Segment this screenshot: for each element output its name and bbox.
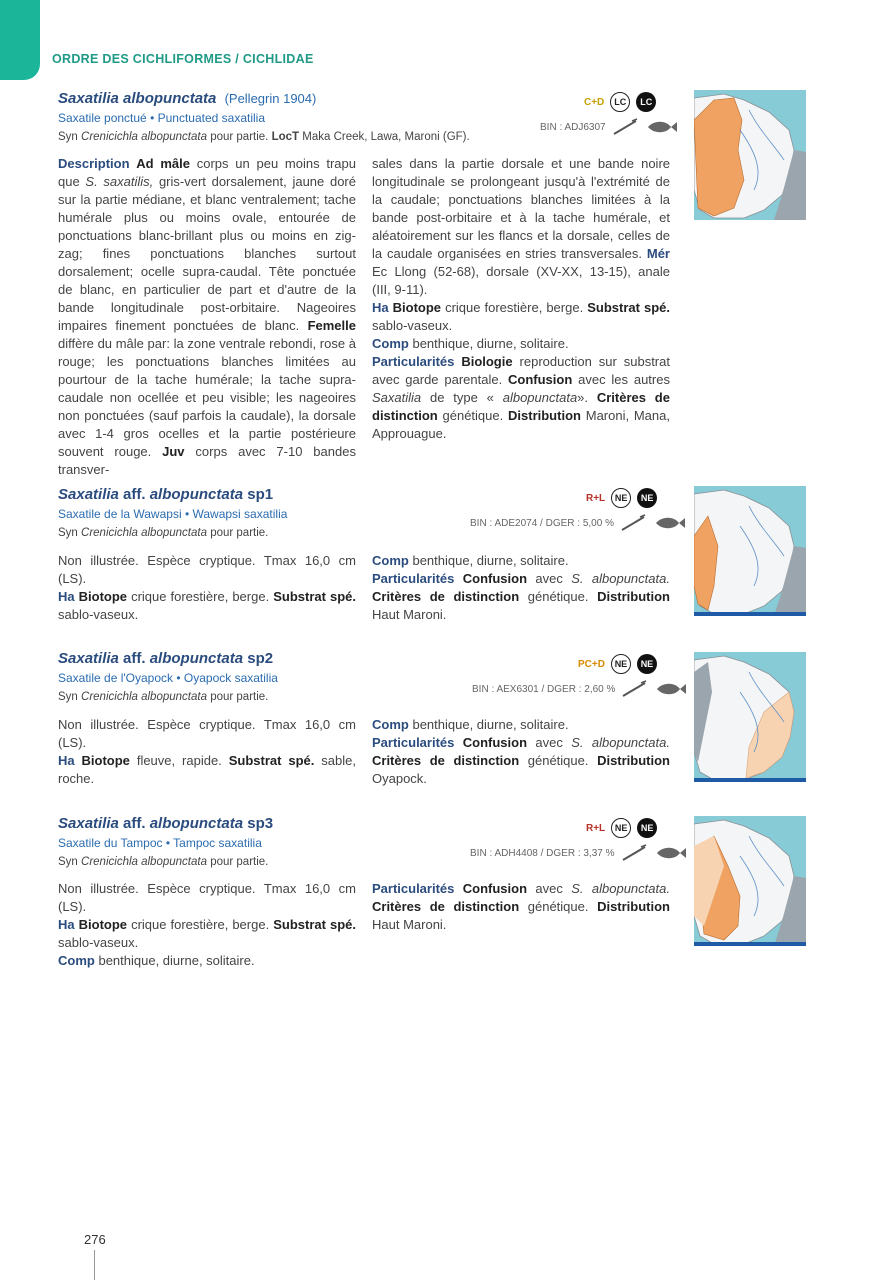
syn-suffix: pour partie.	[210, 131, 269, 143]
hook-icon	[620, 514, 648, 532]
criteria-label: Critères de distinction	[372, 899, 520, 914]
entry3-columns	[58, 716, 670, 788]
status-badge-outline: LC	[610, 92, 630, 112]
desc-text: corps avec 7-10 bandes transver-	[58, 444, 356, 477]
aff-label: aff.	[123, 815, 146, 832]
common-name: Saxatile ponctué • Punctuated saxatilia	[58, 111, 265, 125]
status-badge-outline: NE	[611, 488, 631, 508]
syn-suffix: pour partie.	[210, 856, 269, 868]
confusion-species: S. albopunctata.	[571, 735, 670, 750]
bin-line	[470, 844, 687, 862]
confusion-text: avec les autres	[578, 372, 670, 387]
species-name: albopunctata	[149, 486, 244, 503]
status-badge-filled: NE	[637, 818, 657, 838]
genus-name: Saxatilia	[58, 815, 119, 832]
habitat-label: Ha	[58, 589, 75, 604]
abundance-code: C+D	[584, 96, 605, 108]
desc-text: sales dans la partie dorsale et une bande noire longitudinale se prolongeant jusqu'à l'extrémité de la caudale; ponctuations blanches limitées à la bande post-orbitaire et à la tache humérale, et aléatoirement sur les flancs et la dorsale, celles de la caudale organisées en stries transversales.	[372, 156, 670, 261]
confusion-text: avec	[535, 735, 563, 750]
distribution-text: Maroni, Mana, Approuague.	[372, 408, 670, 441]
distribution-text: Oyapock.	[372, 771, 427, 786]
species-author: (Pellegrin 1904)	[224, 91, 317, 106]
particularities-label: Particularités	[372, 735, 455, 750]
status-group	[586, 488, 657, 508]
substrate-label: Substrat spé.	[228, 753, 315, 768]
desc-species: S. saxatilis,	[85, 174, 154, 189]
entry3-col-left	[58, 716, 356, 788]
entry1-col-left	[58, 155, 356, 479]
substrate-text: sablo-vaseux.	[58, 607, 139, 622]
criteria-label: Critères de distinction	[372, 589, 520, 604]
distribution-map	[694, 90, 806, 220]
female-label: Femelle	[307, 318, 356, 333]
aff-label: aff.	[123, 486, 146, 503]
distribution-label: Distribution	[597, 753, 670, 768]
page-tab-marker	[0, 0, 40, 80]
hook-icon	[612, 118, 640, 136]
entry3-col-right	[372, 716, 670, 788]
entry2-columns	[58, 552, 670, 624]
fish-icon	[655, 845, 687, 861]
distribution-text: Haut Maroni.	[372, 607, 447, 622]
biology-text: reproduction sur substrat avec garde parentale.	[372, 354, 670, 387]
biotope-label: Biotope	[81, 753, 130, 768]
juvenile-label: Juv	[162, 444, 185, 459]
criteria-text: génétique.	[442, 408, 504, 423]
entry2-col-right	[372, 552, 670, 624]
hook-icon	[621, 844, 649, 862]
biotope-label: Biotope	[392, 300, 442, 315]
status-group	[586, 818, 657, 838]
confusion-species: S. albopunctata.	[571, 571, 670, 586]
sp-label: sp2	[247, 650, 274, 667]
distribution-label: Distribution	[508, 408, 581, 423]
behaviour-label: Comp	[372, 553, 409, 568]
criteria-text: génétique.	[527, 899, 589, 914]
behaviour-label: Comp	[58, 953, 95, 968]
desc-text: corps un peu moins trapu que	[58, 156, 356, 189]
fish-icon	[646, 119, 678, 135]
confusion-text: de type «	[429, 390, 494, 405]
distribution-map	[694, 652, 806, 782]
entry2-col-left	[58, 552, 356, 624]
confusion-genus: Saxatilia	[372, 390, 422, 405]
fish-icon	[655, 681, 687, 697]
syn-label: Syn	[58, 691, 78, 703]
status-badge-outline: NE	[611, 654, 631, 674]
confusion-species: S. albopunctata.	[571, 881, 670, 896]
species-name: albopunctata	[149, 650, 244, 667]
confusion-text: avec	[535, 881, 563, 896]
confusion-text: avec	[535, 571, 563, 586]
abundance-code: R+L	[586, 492, 606, 504]
behaviour-text: benthique, diurne, solitaire.	[98, 953, 255, 968]
criteria-label: Critères de distinction	[372, 390, 670, 423]
bin-code: BIN : AEX6301 / DGER : 2,60 %	[472, 683, 616, 695]
species-name: albopunctata	[149, 815, 244, 832]
behaviour-text: benthique, diurne, solitaire.	[412, 553, 569, 568]
syn-label: Syn	[58, 856, 78, 868]
bin-line	[470, 514, 686, 532]
behaviour-label: Comp	[372, 336, 409, 351]
distribution-text: Haut Maroni.	[372, 917, 447, 932]
confusion-label: Confusion	[462, 571, 528, 586]
common-name: Saxatile de l'Oyapock • Oyapock saxatilia	[58, 671, 278, 685]
status-group	[578, 654, 657, 674]
syn-species: Crenicichla albopunctata	[81, 691, 207, 703]
particularities-label: Particularités	[372, 354, 455, 369]
substrate-label: Substrat spé.	[273, 917, 356, 932]
biotope-label: Biotope	[78, 589, 128, 604]
bin-line	[472, 680, 687, 698]
cryptic-text: Non illustrée. Espèce cryptique. Tmax 16,0 cm (LS).	[58, 881, 356, 914]
particularities-label: Particularités	[372, 571, 455, 586]
confusion-label: Confusion	[508, 372, 573, 387]
confusion-label: Confusion	[462, 881, 528, 896]
adult-male-label: Ad mâle	[136, 156, 190, 171]
status-group	[584, 92, 656, 112]
habitat-label: Ha	[372, 300, 389, 315]
biology-label: Biologie	[461, 354, 513, 369]
section-header: ORDRE DES CICHLIFORMES / CICHLIDAE	[52, 52, 314, 66]
criteria-label: Critères de distinction	[372, 753, 520, 768]
desc-text: diffère du mâle par: la zone ventrale rebondi, rose à rouge; les ponctuations blanches limitées au pourtour de la tache humérale; la tache supra-caudale non ocellée et peu visible; les nageoires non ponctuées (sauf parfois la caudale), la dorsale avec 1-4 gros ocelles et la partie postérieure souvent rouge.	[58, 336, 356, 459]
substrate-label: Substrat spé.	[587, 300, 670, 315]
biotope-text: crique forestière, berge.	[131, 589, 270, 604]
hook-icon	[621, 680, 649, 698]
syn-suffix: pour partie.	[210, 691, 269, 703]
entry1-col-right	[372, 155, 670, 479]
bin-code: BIN : ADJ6307	[540, 121, 606, 133]
behaviour-text: benthique, diurne, solitaire.	[412, 717, 569, 732]
substrate-text: sable, roche.	[58, 753, 356, 786]
confusion-label: Confusion	[462, 735, 528, 750]
bin-code: BIN : ADE2074 / DGER : 5,00 %	[470, 517, 614, 529]
particularities-label: Particularités	[372, 881, 455, 896]
abundance-code: PC+D	[578, 658, 605, 670]
criteria-text: génétique.	[527, 753, 589, 768]
sp-label: sp1	[247, 486, 274, 503]
criteria-text: génétique.	[527, 589, 589, 604]
habitat-label: Ha	[58, 753, 75, 768]
page-number: 276	[84, 1232, 106, 1247]
syn-species: Crenicichla albopunctata	[81, 131, 207, 143]
syn-species: Crenicichla albopunctata	[81, 527, 207, 539]
fish-icon	[654, 515, 686, 531]
loct-label: LocT	[271, 131, 300, 143]
genus-name: Saxatilia	[58, 486, 119, 503]
common-name: Saxatile de la Wawapsi • Wawapsi saxatilia	[58, 507, 288, 521]
footer-divider	[94, 1250, 95, 1280]
meristics-text: Ec Llong (52-68), dorsale (XV-XX, 13-15), anale (III, 9-11).	[372, 264, 670, 297]
abundance-code: R+L	[586, 822, 606, 834]
behaviour-text: benthique, diurne, solitaire.	[412, 336, 569, 351]
genus-name: Saxatilia	[58, 90, 119, 107]
distribution-map	[694, 486, 806, 616]
bin-code: BIN : ADH4408 / DGER : 3,37 %	[470, 847, 615, 859]
desc-text: gris-vert dorsalement, jaune doré sur la partie médiane, et blanc ventralement; tache humérale plus ou moins ovale, entourée de ponctuations blanc-brillant plus ou moins en zig-zag; fines ponctuations blanches surtout dorsalement; ocelle supra-caudal. Tête ponctuée de blanc, en particulier de part et d'autre de la bande longitudinale post-orbitaire. Nageoires impaires finement ponctuées de blanc.	[58, 174, 356, 333]
species-name: albopunctata	[123, 90, 217, 107]
entry4-columns	[58, 880, 670, 970]
distribution-label: Distribution	[597, 899, 670, 914]
entry4-col-left	[58, 880, 356, 970]
status-badge-filled: NE	[637, 488, 657, 508]
behaviour-label: Comp	[372, 717, 409, 732]
status-badge-filled: LC	[636, 92, 656, 112]
status-badge-filled: NE	[637, 654, 657, 674]
cryptic-text: Non illustrée. Espèce cryptique. Tmax 16,0 cm (LS).	[58, 717, 356, 750]
biotope-text: crique forestière, berge.	[445, 300, 584, 315]
genus-name: Saxatilia	[58, 650, 119, 667]
syn-species: Crenicichla albopunctata	[81, 856, 207, 868]
syn-suffix: pour partie.	[210, 527, 269, 539]
common-name: Saxatile du Tampoc • Tampoc saxatilia	[58, 836, 262, 850]
confusion-text: ».	[577, 390, 589, 405]
description-label: Description	[58, 156, 130, 171]
entry4-col-right	[372, 880, 670, 970]
meristics-label: Mér	[646, 246, 670, 261]
entry1-columns	[58, 155, 670, 479]
distribution-map	[694, 816, 806, 946]
syn-label: Syn	[58, 131, 78, 143]
substrate-text: sablo-vaseux.	[58, 935, 139, 950]
confusion-species: albopunctata	[502, 390, 578, 405]
biotope-text: crique forestière, berge.	[131, 917, 270, 932]
habitat-label: Ha	[58, 917, 75, 932]
biotope-label: Biotope	[78, 917, 128, 932]
distribution-label: Distribution	[597, 589, 670, 604]
syn-label: Syn	[58, 527, 78, 539]
bin-line	[540, 118, 678, 136]
biotope-text: fleuve, rapide.	[136, 753, 222, 768]
sp-label: sp3	[247, 815, 274, 832]
status-badge-outline: NE	[611, 818, 631, 838]
cryptic-text: Non illustrée. Espèce cryptique. Tmax 16,0 cm (LS).	[58, 553, 356, 586]
aff-label: aff.	[123, 650, 146, 667]
loct-text: Maka Creek, Lawa, Maroni (GF).	[302, 131, 470, 143]
substrate-label: Substrat spé.	[273, 589, 356, 604]
substrate-text: sablo-vaseux.	[372, 318, 453, 333]
